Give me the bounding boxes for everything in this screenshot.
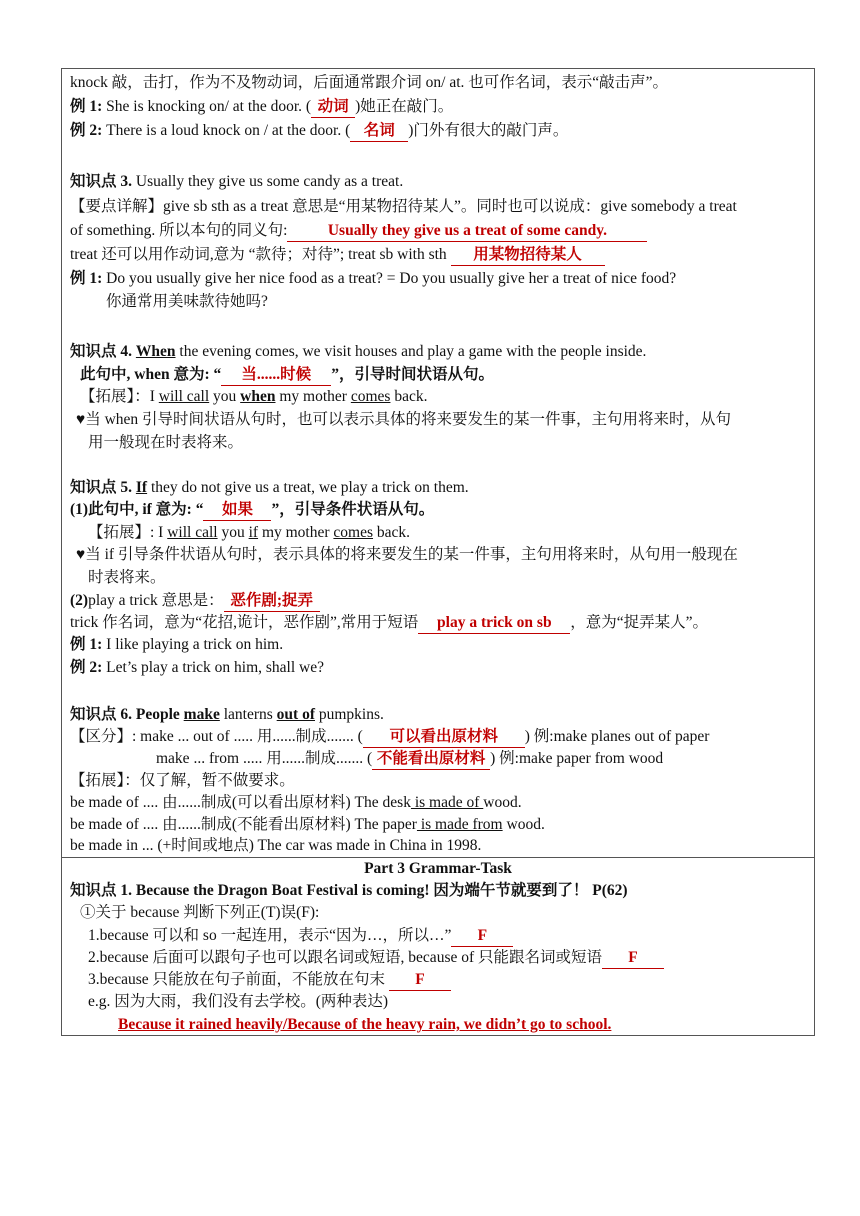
kp4-rule-2: 用一般现在时表将来。	[88, 434, 244, 451]
kp6-made-of-1: be made of .... 由......制成(可以看出原材料) The desk is made of wood.	[70, 794, 522, 811]
knock-definition: knock 敲，击打，作为不及物动词，后面通常跟介词 on/ at. 也可作名词，表示“敲击声”。	[70, 74, 669, 91]
kp6-heading: 知识点 6. People make lanterns out of pumpkins.	[70, 706, 384, 723]
kp6-distinguish-1: 【区分】: make ... out of ..... 用......制成....... ( 可以看出原材料 ) 例:make planes out of paper	[70, 727, 709, 748]
kp3-detail: 【要点详解】give sb sth as a treat 意思是“用某物招待某人”。同时也可以说成：give somebody a treat	[70, 198, 737, 215]
notes-table	[61, 68, 815, 1036]
kp5-extension: 【拓展】: I will call you if my mother comes back.	[88, 524, 411, 541]
answer-when: 当......时候	[221, 365, 331, 386]
answer-phrase: play a trick on sb	[418, 613, 570, 634]
kp6-extension: 【拓展】：仅了解，暂不做要求。	[70, 772, 295, 789]
answer-noun: 名词	[350, 121, 408, 142]
answer-q2: F	[602, 948, 664, 969]
answer-synonym: Usually they give us a treat of some candy.	[287, 221, 647, 242]
part3-example-answer: Because it rained heavily/Because of the heavy rain, we didn’t go to school.	[118, 1016, 612, 1033]
kp3-example: 例 1: Do you usually give her nice food as a treat? = Do you usually give her a treat of nice food?	[70, 270, 677, 287]
knock-example-2: 例 2: There is a loud knock on / at the door. ( 名词 )门外有很大的敲门声。	[70, 121, 568, 142]
kp6-made-in: be made in ... (+时间或地点) The car was made in China in 1998.	[70, 837, 482, 854]
part3-question-3: 3.because 只能放在句子前面，不能放在句末 F	[88, 970, 451, 991]
kp4-note: 此句中, when 意为: “ 当......时候 ”，引导时间状语从句。	[80, 365, 494, 386]
answer-if: 如果	[203, 500, 271, 521]
kp3-heading: 知识点 3. Usually they give us some candy as a treat.	[70, 173, 404, 190]
kp5-note: (1)此句中, if 意为: “ 如果 ”，引导条件状语从句。	[70, 500, 434, 521]
answer-verb: 动词	[311, 97, 355, 118]
kp4-heading: 知识点 4. When the evening comes, we visit houses and play a game with the people inside.	[70, 343, 647, 360]
answer-q3: F	[389, 970, 451, 991]
kp5-trick: (2)play a trick 意思是： 恶作剧;捉弄	[70, 591, 320, 612]
part3-question-2: 2.because 后面可以跟句子也可以跟名词或短语, because of 只能跟名词或短语 F	[88, 948, 664, 969]
answer-visible-material: 可以看出原材料	[363, 727, 525, 748]
kp3-example-cn: 你通常用美味款待她吗?	[106, 293, 268, 310]
part3-question: ①关于 because 判断下列正(T)误(F):	[80, 904, 320, 921]
kp3-verb: treat 还可以用作动词,意为 “款待；对待”; treat sb with sth 用某物招待某人	[70, 245, 605, 266]
answer-invisible-material: 不能看出原材料	[372, 749, 490, 770]
section-divider	[62, 857, 814, 858]
knock-example-1: 例 1: She is knocking on/ at the door. ( 动词 )她正在敲门。	[70, 97, 453, 118]
kp4-extension: 【拓展】：I will call you when my mother comes back.	[80, 388, 428, 405]
kp3-synonym: of something. 所以本句的同义句: Usually they give us a treat of some candy.	[70, 221, 647, 242]
kp5-example-2: 例 2: Let’s play a trick on him, shall we?	[70, 659, 324, 676]
kp5-rule-1: ♥当 if 引导条件状语从句时，表示具体的将来要发生的某一件事，主句用将来时，从句用一般现在	[76, 546, 738, 563]
kp5-trick-noun: trick 作名词，意为“花招,诡计，恶作剧”,常用于短语 play a trick on sb ，意为“捉弄某人”。	[70, 613, 708, 634]
kp6-made-of-2: be made of .... 由......制成(不能看出原材料) The paper is made from wood.	[70, 816, 545, 833]
kp5-heading: 知识点 5. If they do not give us a treat, we play a trick on them.	[70, 479, 469, 496]
kp4-rule-1: ♥当 when 引导时间状语从句时，也可以表示具体的将来要发生的某一件事，主句用将来时，从句	[76, 411, 732, 428]
part3-title: Part 3 Grammar-Task	[364, 860, 512, 877]
answer-q1: F	[451, 926, 513, 947]
kp5-rule-2: 时表将来。	[88, 569, 166, 586]
part3-question-1: 1.because 可以和 so 一起连用，表示“因为…，所以…” F	[88, 926, 513, 947]
part3-kp1-heading: 知识点 1. Because the Dragon Boat Festival is coming! 因为端午节就要到了！ P(62)	[70, 882, 628, 899]
kp6-distinguish-2: make ... from ..... 用......制成....... ( 不能看出原材料 ) 例:make paper from wood	[156, 749, 663, 770]
answer-treat: 用某物招待某人	[451, 245, 605, 266]
kp5-example-1: 例 1: I like playing a trick on him.	[70, 636, 284, 653]
part3-example: e.g. 因为大雨，我们没有去学校。(两种表达)	[88, 993, 389, 1010]
answer-trick: 恶作剧;捉弄	[224, 591, 320, 612]
